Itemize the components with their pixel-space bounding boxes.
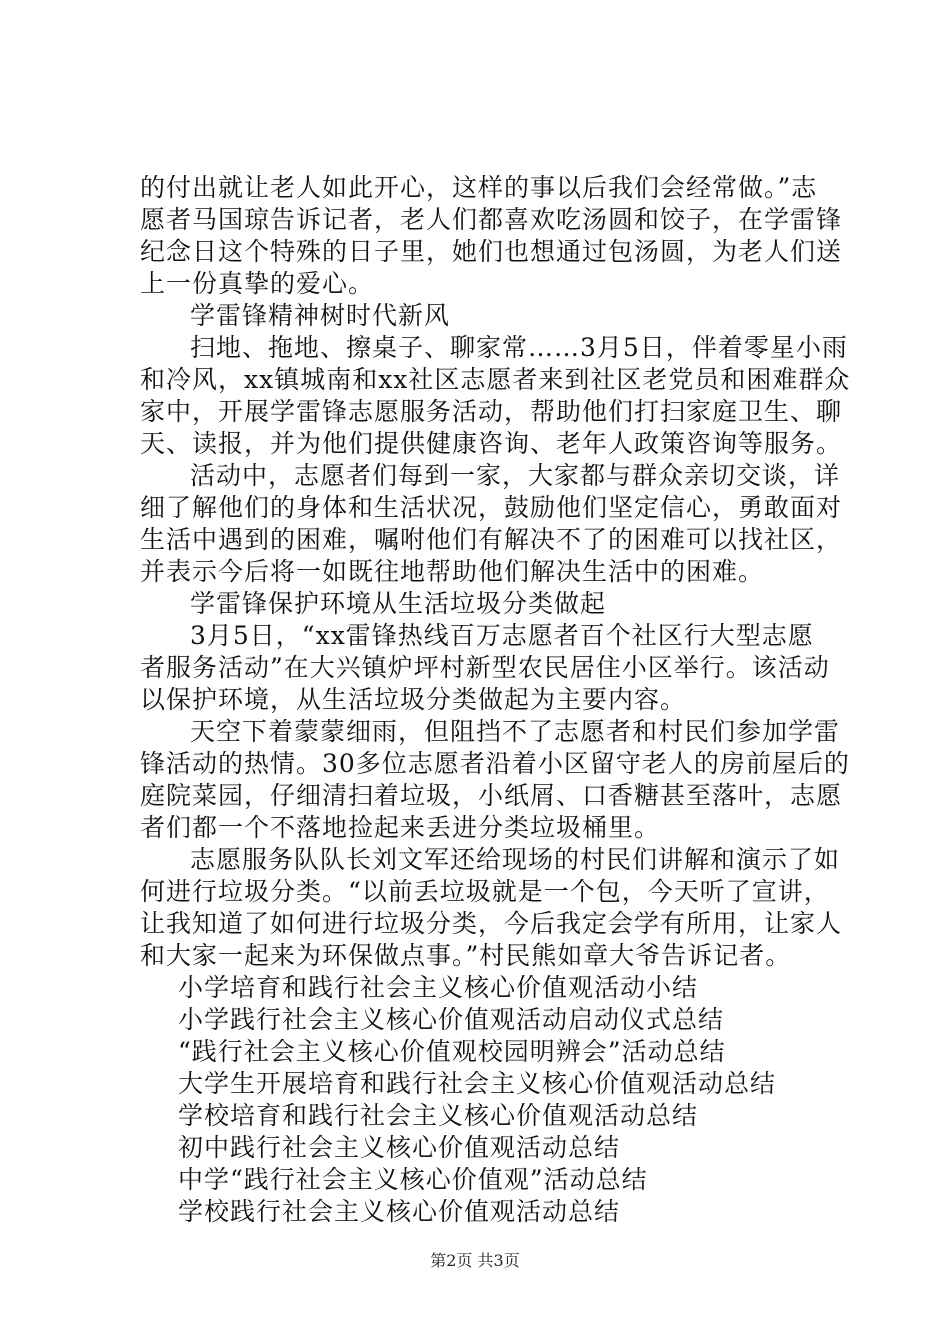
paragraph-line: 愿者马国琼告诉记者，老人们都喜欢吃汤圆和饺子，在学雷锋 (140, 205, 843, 234)
paragraph-line: 上一份真挚的爱心。 (140, 269, 375, 298)
paragraph (140, 460, 843, 588)
paragraph-line: 天空下着蒙蒙细雨，但阻挡不了志愿者和村民们参加学雷 (190, 717, 841, 746)
related-article-link[interactable]: 小学践行社会主义核心价值观活动启动仪式总结 (178, 1005, 725, 1034)
paragraph (140, 588, 840, 620)
related-article-link[interactable]: 小学培育和践行社会主义核心价值观活动小结 (178, 973, 699, 1002)
paragraph-line: 何进行垃圾分类。“以前丢垃圾就是一个包，今天听了宣讲， (140, 877, 830, 906)
paragraph-line: 学雷锋精神树时代新风 (190, 301, 451, 330)
paragraph (140, 620, 840, 716)
paragraph-line: 天、读报，并为他们提供健康咨询、老年人政策咨询等服务。 (140, 429, 843, 458)
page-footer: 第2页 共3页 (430, 1251, 520, 1270)
paragraph-line: 扫地、拖地、擦桌子、聊家常……3月5日，伴着零星小雨 (190, 333, 848, 362)
related-article-link[interactable]: 大学生开展培育和践行社会主义核心价值观活动总结 (178, 1069, 777, 1098)
paragraph (140, 716, 850, 844)
paragraph-line: 家中，开展学雷锋志愿服务活动，帮助他们打扫家庭卫生、聊 (140, 397, 843, 426)
paragraph-line: 的付出就让老人如此开心，这样的事以后我们会经常做。”志 (140, 173, 818, 202)
paragraph-line: 庭院菜园，仔细清扫着垃圾，小纸屑、口香糖甚至落叶，志愿 (140, 781, 843, 810)
paragraph-line: 以保护环境，从生活垃圾分类做起为主要内容。 (140, 685, 687, 714)
paragraph-line: 学雷锋保护环境从生活垃圾分类做起 (190, 589, 607, 618)
related-article-link[interactable]: 学校践行社会主义核心价值观活动总结 (178, 1197, 621, 1226)
paragraph-line: 志愿服务队队长刘文军还给现场的村民们讲解和演示了如 (190, 845, 841, 874)
paragraph-line: 并表示今后将一如既往地帮助他们解决生活中的困难。 (140, 557, 765, 586)
document-body (140, 172, 851, 1228)
paragraph-line: 生活中遇到的困难，嘱咐他们有解决不了的困难可以找社区， (140, 525, 843, 554)
paragraph-line: 细了解他们的身体和生活状况，鼓励他们坚定信心，勇敢面对 (140, 493, 843, 522)
paragraph-line: 纪念日这个特殊的日子里，她们也想通过包汤圆，为老人们送 (140, 237, 843, 266)
paragraph (140, 300, 840, 332)
paragraph-line: 让我知道了如何进行垃圾分类，今后我定会学有所用，让家人 (140, 909, 843, 938)
paragraph-line: 活动中，志愿者们每到一家，大家都与群众亲切交谈，详 (190, 461, 841, 490)
related-article-link[interactable]: “践行社会主义核心价值观校园明辨会”活动总结 (178, 1037, 726, 1066)
paragraph-line: 和冷风，xx镇城南和xx社区志愿者来到社区老党员和困难群众 (140, 365, 851, 394)
related-articles-list (140, 972, 840, 1228)
paragraph-line: 者服务活动”在大兴镇炉坪村新型农民居住小区举行。该活动 (140, 653, 830, 682)
paragraph-line: 者们都一个不落地捡起来丢进分类垃圾桶里。 (140, 813, 661, 842)
paragraph-line: 锋活动的热情。30多位志愿者沿着小区留守老人的房前屋后的 (140, 749, 850, 778)
paragraph (140, 332, 851, 460)
related-article-link[interactable]: 中学“践行社会主义核心价值观”活动总结 (178, 1165, 648, 1194)
related-article-link[interactable]: 学校培育和践行社会主义核心价值观活动总结 (178, 1101, 699, 1130)
paragraph (140, 844, 843, 972)
paragraph-line: 3月5日，“xx雷锋热线百万志愿者百个社区行大型志愿 (190, 621, 814, 650)
paragraph-line: 和大家一起来为环保做点事。”村民熊如章大爷告诉记者。 (140, 941, 792, 970)
paragraph (140, 172, 843, 300)
related-article-link[interactable]: 初中践行社会主义核心价值观活动总结 (178, 1133, 621, 1162)
